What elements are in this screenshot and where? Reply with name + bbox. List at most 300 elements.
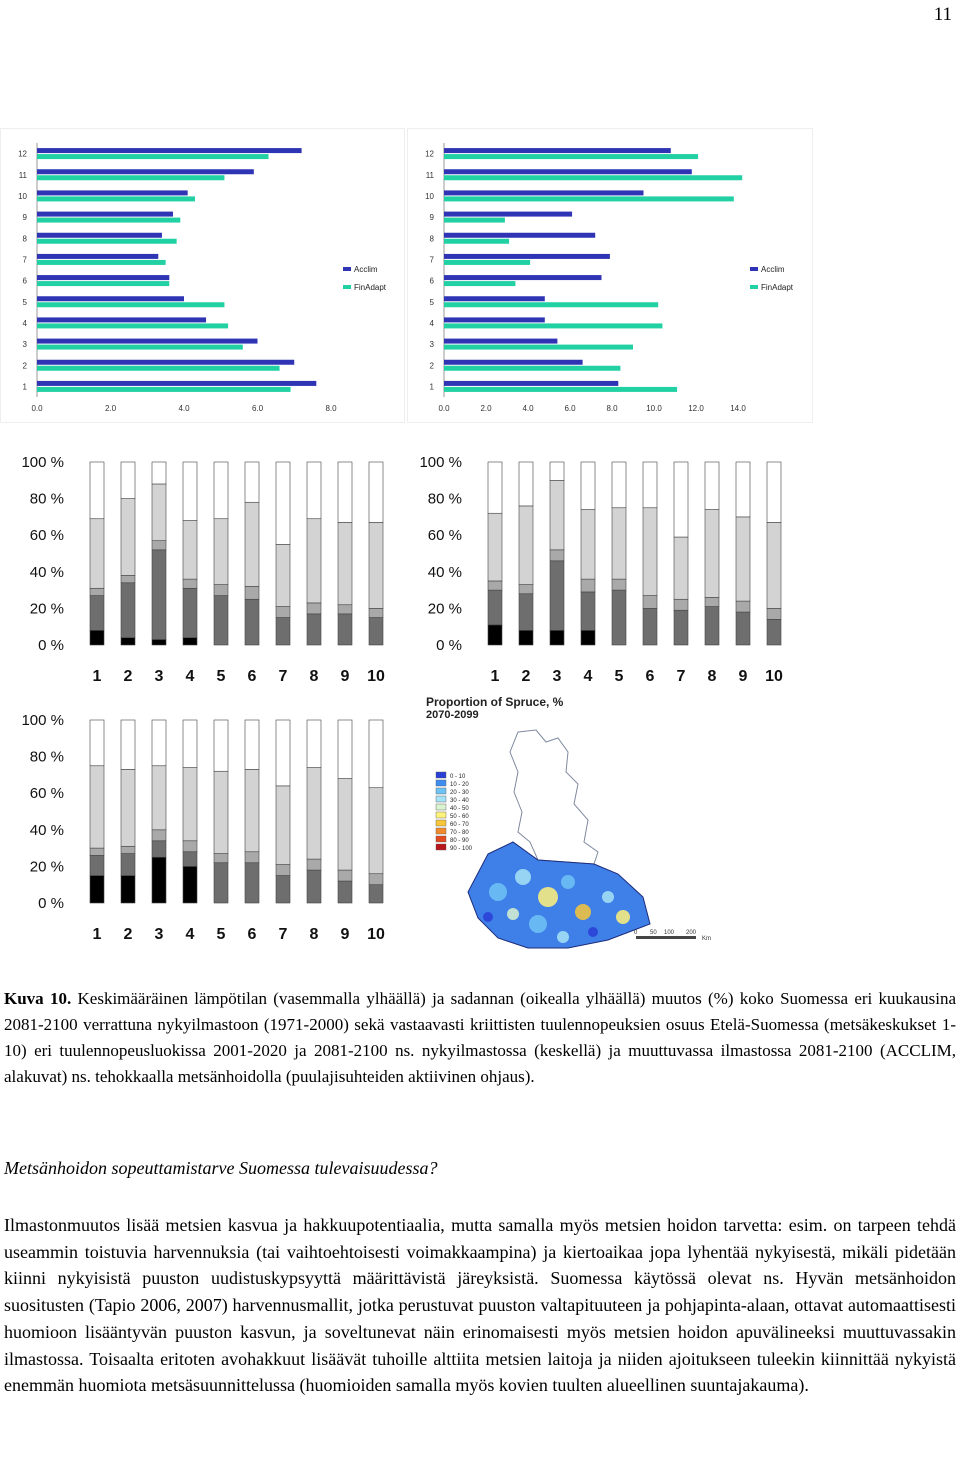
x-tick-label: 14.0 — [730, 404, 746, 413]
map-legend-swatch — [436, 772, 446, 778]
bar-finadapt — [444, 239, 509, 244]
stack-segment-3 — [307, 768, 321, 860]
precipitation-change-bar-chart — [407, 128, 813, 423]
stack-segment-2 — [674, 599, 688, 610]
stack-segment-3 — [276, 544, 290, 606]
stack-segment-4 — [121, 462, 135, 499]
stack-segment-1 — [183, 852, 197, 867]
map-legend-label: 90 - 100 — [450, 846, 473, 852]
stacked-chart-svg-3 — [0, 706, 420, 951]
stack-segment-3 — [276, 786, 290, 865]
bar-acclim — [37, 169, 254, 174]
bar-acclim — [444, 148, 671, 153]
stack-segment-3 — [307, 519, 321, 603]
stack-segment-1 — [307, 870, 321, 903]
bar-acclim — [37, 381, 316, 386]
stack-segment-1 — [307, 614, 321, 645]
stack-segment-3 — [705, 510, 719, 598]
bar-acclim — [444, 254, 610, 259]
stack-segment-4 — [519, 462, 533, 506]
stack-segment-4 — [183, 720, 197, 768]
stack-segment-1 — [519, 594, 533, 631]
caption-label: Kuva 10. — [4, 989, 72, 1008]
x-tick-label: 9 — [340, 926, 350, 943]
map-legend-label: 20 - 30 — [450, 790, 469, 796]
category-tick-label: 8 — [429, 234, 434, 244]
stack-segment-3 — [338, 522, 352, 604]
bar-finadapt — [37, 387, 291, 392]
x-tick-label: 2 — [521, 668, 531, 685]
category-tick-label: 1 — [22, 382, 27, 392]
y-tick-label: 100 % — [419, 454, 462, 471]
stack-segment-4 — [90, 720, 104, 766]
category-tick-label: 7 — [22, 255, 27, 265]
stack-segment-2 — [550, 550, 564, 561]
stack-segment-1 — [369, 618, 383, 645]
stack-segment-4 — [245, 462, 259, 502]
temperature-chart-svg — [1, 129, 406, 424]
bar-acclim — [444, 233, 595, 238]
category-tick-label: 4 — [22, 318, 27, 328]
stack-segment-0 — [121, 638, 135, 645]
x-tick-label: 5 — [216, 926, 226, 943]
bar-finadapt — [444, 175, 742, 180]
stack-segment-4 — [550, 462, 564, 480]
stack-segment-0 — [488, 625, 502, 645]
stack-segment-2 — [705, 597, 719, 606]
y-tick-label: 60 % — [29, 527, 64, 545]
stack-segment-2 — [245, 586, 259, 599]
bar-acclim — [444, 169, 692, 174]
legend-label: FinAdapt — [354, 283, 387, 292]
x-tick-label: 10 — [765, 668, 783, 685]
stacked-chart-svg-1 — [0, 448, 420, 693]
stack-segment-2 — [276, 607, 290, 618]
precipitation-chart-svg — [408, 129, 814, 424]
stack-segment-3 — [643, 508, 657, 596]
stack-segment-0 — [519, 630, 533, 645]
category-tick-label: 12 — [18, 149, 27, 159]
map-legend-swatch — [436, 812, 446, 818]
y-tick-label: 20 % — [29, 858, 64, 876]
y-tick-label: 20 % — [29, 600, 64, 618]
stack-segment-3 — [183, 521, 197, 580]
stack-segment-2 — [581, 579, 595, 592]
stack-segment-3 — [90, 766, 104, 848]
stack-segment-2 — [90, 588, 104, 595]
bar-finadapt — [444, 387, 677, 392]
bar-acclim — [444, 296, 545, 301]
bar-finadapt — [37, 239, 177, 244]
stack-segment-3 — [767, 522, 781, 608]
bar-finadapt — [37, 323, 228, 328]
stack-segment-4 — [674, 462, 688, 537]
stack-segment-3 — [519, 506, 533, 585]
stack-segment-1 — [369, 885, 383, 903]
x-tick-label: 6.0 — [251, 404, 264, 413]
y-tick-label: 0 % — [436, 637, 462, 654]
stack-segment-4 — [338, 720, 352, 779]
stack-segment-2 — [121, 846, 135, 853]
stack-segment-2 — [338, 605, 352, 614]
x-tick-label: 8.0 — [606, 404, 618, 413]
x-tick-label: 9 — [738, 668, 748, 685]
x-tick-label: 2 — [123, 668, 133, 685]
x-tick-label: 1 — [490, 668, 500, 685]
stack-segment-3 — [369, 522, 383, 608]
y-tick-label: 80 % — [427, 490, 462, 508]
bar-finadapt — [444, 345, 633, 350]
stack-segment-0 — [183, 638, 197, 645]
map-svg — [418, 692, 738, 952]
stack-segment-0 — [90, 876, 104, 903]
stack-segment-2 — [488, 581, 502, 590]
x-tick-label: 8 — [707, 668, 717, 685]
category-tick-label: 6 — [22, 276, 27, 286]
stack-segment-1 — [674, 610, 688, 645]
wind-speed-stacked-chart-acclim — [0, 706, 420, 951]
stack-segment-1 — [488, 590, 502, 625]
bar-acclim — [444, 381, 618, 386]
finland-north-outline — [510, 730, 598, 864]
category-tick-label: 5 — [22, 297, 27, 307]
stack-segment-1 — [276, 876, 290, 903]
category-tick-label: 2 — [22, 361, 27, 371]
bar-finadapt — [37, 345, 243, 350]
map-legend-label: 60 - 70 — [450, 822, 469, 828]
category-tick-label: 2 — [429, 361, 434, 371]
stack-segment-2 — [90, 848, 104, 855]
stack-segment-0 — [550, 630, 564, 645]
scale-label-0: 0 — [634, 930, 638, 936]
stack-segment-3 — [488, 513, 502, 581]
stack-segment-4 — [183, 462, 197, 521]
y-tick-label: 100 % — [21, 454, 64, 471]
stack-segment-2 — [307, 859, 321, 870]
stack-segment-4 — [736, 462, 750, 517]
legend-label: FinAdapt — [761, 283, 794, 292]
y-tick-label: 100 % — [21, 712, 64, 729]
x-tick-label: 6 — [247, 926, 257, 943]
figure-caption — [4, 986, 956, 1090]
stack-segment-2 — [767, 608, 781, 619]
bar-acclim — [37, 360, 294, 365]
stack-segment-1 — [90, 596, 104, 631]
stack-segment-2 — [307, 603, 321, 614]
bar-acclim — [37, 254, 158, 259]
map-subtitle: 2070-2099 — [426, 709, 479, 721]
stack-segment-0 — [581, 630, 595, 645]
x-tick-label: 6 — [247, 668, 257, 685]
stack-segment-1 — [612, 590, 626, 645]
bar-finadapt — [444, 260, 530, 265]
stack-segment-2 — [369, 874, 383, 885]
bar-acclim — [37, 233, 162, 238]
x-tick-label: 1 — [92, 926, 102, 943]
bar-acclim — [37, 339, 258, 344]
wind-speed-stacked-chart-current-right — [418, 448, 818, 693]
stack-segment-4 — [705, 462, 719, 510]
stack-segment-1 — [214, 596, 228, 645]
y-tick-label: 40 % — [29, 563, 64, 581]
stack-segment-3 — [90, 519, 104, 589]
map-scale-bar — [634, 930, 711, 942]
y-tick-label: 60 % — [29, 785, 64, 803]
stack-segment-2 — [643, 596, 657, 609]
stack-segment-4 — [245, 720, 259, 769]
x-tick-label: 3 — [154, 926, 164, 943]
stack-segment-1 — [152, 841, 166, 857]
stack-segment-2 — [245, 852, 259, 863]
map-legend-label: 0 - 10 — [450, 774, 466, 780]
stack-segment-2 — [152, 830, 166, 841]
stack-segment-2 — [214, 854, 228, 863]
y-tick-label: 40 % — [427, 563, 462, 581]
bar-acclim — [444, 317, 545, 322]
stack-segment-2 — [121, 575, 135, 582]
map-legend-label: 50 - 60 — [450, 814, 469, 820]
stack-segment-4 — [643, 462, 657, 508]
stack-segment-4 — [307, 462, 321, 519]
bar-acclim — [37, 148, 302, 153]
body-paragraph: Ilmastonmuutos lisää metsien kasvua ja hakkuupotentiaalia, mutta samalla myös metsien hoidon tarvetta: esim. on tarpeen tehdä useammin toistuvia harvennuksia (tai vaihtoehtoisesti voimakkaampina) ja kiertoaikaa jopa lyhentää nykyisestä, mikäli pidetään kiinni nykyisistä puuston uudistuskypsyyttä määrittävistä järeyksistä. Suomessa käytössä olevat ns. Hyvän metsänhoidon suositusten (Tapio 2006, 2007) harvennusmallit, jotka perustuvat puuston valtapituuteen ja pohjapinta-alaan, ottavat automaattisesti huomioon lisääntyvän puuston kasvun, ja soveltunevat näin erinomaisesti myös metsien hoidon apuvälineeksi muuttuvassakin ilmastossa. Toisaalta eritoten avohakkuut lisäävät tuhoille alttiita metsien laitoja ja niiden ajoitukseen tuleekin kiinnittää nykyistä enemmän huomiota metsäsuunnittelussa (huomioiden samalla myös kovien tuulten alueellinen suuntajakauma). — [4, 1215, 956, 1396]
stack-segment-1 — [214, 863, 228, 903]
category-tick-label: 3 — [22, 340, 27, 350]
stack-segment-0 — [121, 876, 135, 903]
x-tick-label: 10 — [367, 926, 385, 943]
legend-label: Acclim — [761, 265, 785, 274]
x-tick-label: 9 — [340, 668, 350, 685]
category-tick-label: 11 — [425, 170, 434, 180]
bar-acclim — [37, 190, 188, 195]
wind-speed-stacked-chart-current-left — [0, 448, 420, 693]
stack-segment-4 — [152, 720, 166, 766]
stack-segment-4 — [488, 462, 502, 513]
stack-segment-1 — [121, 854, 135, 876]
stack-segment-3 — [369, 788, 383, 874]
stack-segment-3 — [736, 517, 750, 601]
stack-segment-1 — [643, 608, 657, 645]
category-tick-label: 10 — [425, 191, 434, 201]
scale-unit: Km — [702, 936, 711, 942]
y-tick-label: 40 % — [29, 821, 64, 839]
bar-finadapt — [37, 154, 269, 159]
section-heading: Metsänhoidon sopeuttamistarve Suomessa tulevaisuudessa? — [4, 1158, 438, 1178]
stack-segment-3 — [245, 502, 259, 586]
y-tick-label: 0 % — [38, 637, 64, 654]
category-tick-label: 11 — [18, 170, 27, 180]
stack-segment-3 — [121, 499, 135, 576]
stack-segment-4 — [581, 462, 595, 510]
stack-segment-1 — [245, 863, 259, 903]
bar-acclim — [444, 190, 644, 195]
y-tick-label: 0 % — [38, 895, 64, 912]
bar-finadapt — [444, 218, 505, 223]
stack-segment-1 — [581, 592, 595, 630]
y-tick-label: 80 % — [29, 490, 64, 508]
stack-segment-2 — [183, 841, 197, 852]
x-tick-label: 10.0 — [646, 404, 662, 413]
stack-segment-1 — [736, 612, 750, 645]
bar-finadapt — [444, 196, 734, 201]
stack-segment-3 — [121, 769, 135, 846]
stack-segment-4 — [276, 720, 290, 786]
stack-segment-2 — [369, 608, 383, 617]
stack-segment-1 — [338, 881, 352, 903]
bar-acclim — [444, 275, 602, 280]
map-legend-swatch — [436, 780, 446, 786]
bar-finadapt — [37, 196, 195, 201]
map-legend-label: 70 - 80 — [450, 830, 469, 836]
temperature-change-bar-chart — [0, 128, 405, 423]
bar-acclim — [37, 317, 206, 322]
category-tick-label: 3 — [429, 340, 434, 350]
map-legend-label: 80 - 90 — [450, 838, 469, 844]
y-tick-label: 20 % — [427, 600, 462, 618]
stack-segment-3 — [183, 768, 197, 841]
bar-finadapt — [444, 302, 658, 307]
bar-acclim — [444, 360, 583, 365]
map-legend-label: 40 - 50 — [450, 806, 469, 812]
x-tick-label: 5 — [216, 668, 226, 685]
stack-segment-2 — [519, 585, 533, 594]
bar-finadapt — [37, 366, 280, 371]
category-tick-label: 1 — [429, 382, 434, 392]
stack-segment-3 — [152, 484, 166, 541]
x-tick-label: 4.0 — [522, 404, 534, 413]
x-tick-label: 5 — [614, 668, 624, 685]
x-tick-label: 2.0 — [104, 404, 117, 413]
y-tick-label: 80 % — [29, 748, 64, 766]
stack-segment-1 — [90, 855, 104, 875]
scale-label-100: 100 — [664, 930, 675, 936]
x-tick-label: 2.0 — [480, 404, 492, 413]
caption-text: Keskimääräinen lämpötilan (vasemmalla ylhäällä) ja sadannan (oikealla ylhäällä) muutos (%) koko Suomessa eri kuukausina 2081-2100 verrattuna nykyilmastoon (1971-2000) sekä vastaavasti kriittisten tuulennopeuksien osuus Etelä-Suomessa (metsäkeskukset 1-10) eri tuulennopeusluokissa 2001-2020 ja 2081-2100 ns. nykyilmastossa (keskellä) ja muuttuvassa ilmastossa 2081-2100 (ACCLIM, alakuvat) ns. tehokkaalla metsänhoidolla (puulajisuhteiden aktiivinen ohjaus). — [4, 989, 956, 1086]
x-tick-label: 4.0 — [178, 404, 190, 413]
x-tick-label: 10 — [367, 668, 385, 685]
map-legend-swatch — [436, 788, 446, 794]
x-tick-label: 0.0 — [31, 404, 43, 413]
stacked-chart-svg-2 — [418, 448, 818, 693]
stack-segment-2 — [736, 601, 750, 612]
legend-label: Acclim — [354, 265, 378, 274]
stack-segment-0 — [183, 866, 197, 903]
stack-segment-3 — [152, 766, 166, 830]
stack-segment-2 — [152, 541, 166, 550]
stack-segment-4 — [612, 462, 626, 508]
map-legend-swatch — [436, 828, 446, 834]
category-tick-label: 9 — [22, 213, 27, 223]
bar-finadapt — [37, 175, 224, 180]
stack-segment-4 — [276, 462, 290, 544]
x-tick-label: 2 — [123, 926, 133, 943]
bar-acclim — [37, 296, 184, 301]
y-tick-label: 60 % — [427, 527, 462, 545]
category-tick-label: 12 — [425, 149, 434, 159]
stack-segment-3 — [581, 510, 595, 580]
bar-finadapt — [37, 260, 166, 265]
map-legend-label: 10 - 20 — [450, 782, 469, 788]
category-tick-label: 5 — [429, 297, 434, 307]
stack-segment-0 — [152, 857, 166, 903]
legend-swatch — [343, 285, 351, 289]
x-tick-label: 4 — [583, 668, 593, 685]
stack-segment-1 — [550, 561, 564, 631]
stack-segment-4 — [767, 462, 781, 522]
x-tick-label: 0.0 — [438, 404, 450, 413]
stack-segment-2 — [214, 585, 228, 596]
stack-segment-3 — [245, 769, 259, 851]
x-tick-label: 6.0 — [564, 404, 576, 413]
stack-segment-3 — [674, 537, 688, 599]
map-legend-swatch — [436, 796, 446, 802]
x-tick-label: 8 — [309, 668, 319, 685]
stack-segment-4 — [121, 720, 135, 769]
legend-swatch — [750, 285, 758, 289]
bar-finadapt — [37, 218, 180, 223]
x-tick-label: 1 — [92, 668, 102, 685]
x-tick-label: 12.0 — [688, 404, 704, 413]
category-tick-label: 10 — [18, 191, 27, 201]
stack-segment-3 — [550, 480, 564, 550]
map-title: Proportion of Spruce, % — [426, 695, 564, 709]
category-tick-label: 9 — [429, 213, 434, 223]
x-tick-label: 8.0 — [325, 404, 337, 413]
stack-segment-4 — [152, 462, 166, 484]
x-tick-label: 6 — [645, 668, 655, 685]
bar-acclim — [37, 275, 169, 280]
x-tick-label: 3 — [552, 668, 562, 685]
bar-finadapt — [444, 366, 620, 371]
stack-segment-3 — [214, 771, 228, 853]
map-legend-swatch — [436, 820, 446, 826]
bar-finadapt — [37, 281, 169, 286]
legend-swatch — [750, 267, 758, 271]
page-number: 11 — [933, 4, 952, 25]
spruce-proportion-map — [418, 692, 738, 952]
x-tick-label: 7 — [676, 668, 686, 685]
stack-segment-2 — [612, 579, 626, 590]
stack-segment-4 — [90, 462, 104, 519]
bar-finadapt — [37, 302, 224, 307]
stack-segment-1 — [705, 607, 719, 645]
category-tick-label: 8 — [22, 234, 27, 244]
legend-swatch — [343, 267, 351, 271]
category-tick-label: 6 — [429, 276, 434, 286]
bar-finadapt — [444, 323, 662, 328]
x-tick-label: 8 — [309, 926, 319, 943]
stack-segment-4 — [369, 720, 383, 788]
x-tick-label: 4 — [185, 668, 195, 685]
bar-acclim — [37, 212, 173, 217]
stack-segment-1 — [152, 550, 166, 640]
map-legend — [436, 772, 473, 852]
scale-label-200: 200 — [686, 930, 697, 936]
stack-segment-4 — [214, 720, 228, 771]
stack-segment-3 — [338, 779, 352, 871]
bar-finadapt — [444, 154, 698, 159]
x-tick-label: 7 — [278, 668, 288, 685]
scale-label-50: 50 — [650, 930, 657, 936]
map-legend-swatch — [436, 844, 446, 850]
stack-segment-0 — [152, 640, 166, 645]
category-tick-label: 7 — [429, 255, 434, 265]
stack-segment-2 — [183, 579, 197, 588]
stack-segment-4 — [369, 462, 383, 522]
category-tick-label: 4 — [429, 318, 434, 328]
stack-segment-1 — [245, 599, 259, 645]
stack-segment-0 — [90, 630, 104, 645]
